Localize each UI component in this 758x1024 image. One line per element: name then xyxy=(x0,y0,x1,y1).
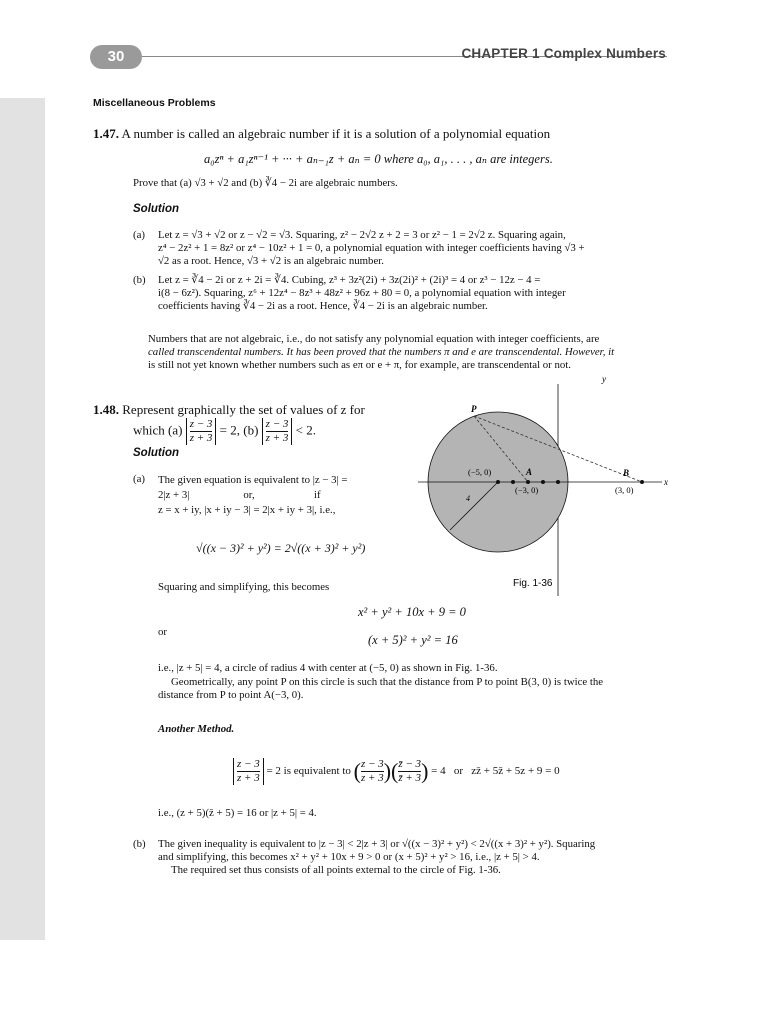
label-B-coord: (3, 0) xyxy=(615,485,634,495)
page-margin-band xyxy=(0,98,45,940)
problem-148-conditions xyxy=(133,418,316,445)
chapter-title: CHAPTER 1 Complex Numbers xyxy=(461,46,666,61)
part-a-text xyxy=(158,473,408,518)
text-line: coefficients having ∛4 − 2i as a root. Hence, ∛4 − 2i is an algebraic number. xyxy=(158,300,488,312)
text-line: Geometrically, any point P on this circle is such that the distance from P to point B(3, 0) is twice the xyxy=(171,676,604,688)
another-method-title: Another Method. xyxy=(158,723,235,735)
problem-statement: Represent graphically the set of values of z for xyxy=(122,402,365,417)
polynomial-equation: a₀zⁿ + a₁zⁿ⁻¹ + ··· + aₙ₋₁z + aₙ = 0 where a₀, a₁, . . . , aₙ are integers. xyxy=(204,152,553,166)
point-B xyxy=(640,480,644,484)
transcendental-note xyxy=(148,333,673,372)
circle-description: i.e., |z + 5| = 4, a circle of radius 4 with center at (−5, 0) as shown in Fig. 1-36. xyxy=(158,662,498,674)
text-line: i(8 − 6z²). Squaring, z⁶ + 12z⁴ − 8z³ + 48z² + 96z + 80 = 0, a polynomial equation with integer xyxy=(158,287,566,299)
condition-b: < 2. xyxy=(295,422,316,438)
abs-fraction xyxy=(233,758,264,785)
label-radius: 4 xyxy=(466,494,470,503)
problem-147 xyxy=(93,126,550,142)
frac-den: z + 3 xyxy=(237,772,260,784)
text-line: z = x + iy, |x + iy − 3| = 2|x + iy + 3|, i.e., xyxy=(158,504,336,516)
problem-number: 1.47. xyxy=(93,126,119,141)
text-line: Let z = √3 + √2 or z − √2 = √3. Squaring, z² − 2√2 z + 2 = 3 or z² − 1 = 2√2 z. Squaring again, xyxy=(158,229,566,241)
text-line: and simplifying, this becomes x² + y² + 10x + 9 > 0 or (x + 5)² + y² > 16, i.e., |z + 5| > 4. xyxy=(158,851,540,863)
condition-a: = 2, (b) xyxy=(219,422,259,438)
label-A: A xyxy=(526,467,533,477)
problem-148 xyxy=(93,402,365,418)
text-line: Numbers that are not algebraic, i.e., do not satisfy any polynomial equation with integer coefficients, are xyxy=(148,333,600,345)
text-line: The given inequality is equivalent to |z − 3| < 2|z + 3| or √((x − 3)² + y²) < 2√((x + 3)² + y²). Squaring xyxy=(158,838,596,850)
solution-label: Solution xyxy=(133,447,179,459)
fraction xyxy=(361,758,384,785)
fraction xyxy=(398,758,421,785)
frac-num: z − 3 xyxy=(237,758,260,770)
x-axis-label: x xyxy=(664,477,668,487)
paren-close: ) xyxy=(383,758,392,784)
figure-caption: Fig. 1-36 xyxy=(513,578,553,589)
frac-num: z − 3 xyxy=(265,418,289,430)
center-point xyxy=(496,480,500,484)
paren-open: ( xyxy=(353,758,361,784)
label-A-coord: (−3, 0) xyxy=(515,485,539,495)
frac-num: z − 3 xyxy=(360,758,384,770)
frac-den: z̄ + 3 xyxy=(398,772,422,784)
prove-statement: Prove that (a) √3 + √2 and (b) ∛4 − 2i are algebraic numbers. xyxy=(133,177,398,189)
label-B: B xyxy=(623,468,630,478)
axis-point xyxy=(511,480,515,484)
frac-num: z̄ − 3 xyxy=(398,758,422,770)
page-number-badge: 30 xyxy=(90,45,142,69)
text-line: √2 as a root. Hence, √3 + √2 is an algebraic number. xyxy=(158,255,384,267)
frac-den: z + 3 xyxy=(189,432,213,444)
equiv-text: = 2 is equivalent to xyxy=(266,765,351,778)
part-b-text xyxy=(158,274,670,313)
sqrt-equation: √((x − 3)² + y²) = 2√((x + 3)² + y²) xyxy=(196,541,366,555)
equation-2: (x + 5)² + y² = 16 xyxy=(368,633,458,647)
section-title: Miscellaneous Problems xyxy=(93,97,216,109)
text-line: is still not yet known whether numbers such as eπ or e + π, for example, are transcendental or not. xyxy=(148,359,571,371)
text-line: called transcendental numbers. It has been proved that the numbers π and e are transcendental. However, it xyxy=(148,346,615,358)
squaring-text: Squaring and simplifying, this becomes xyxy=(158,581,330,593)
frac-den: z + 3 xyxy=(360,772,384,784)
text-line: z⁴ − 2z² + 1 = 8z² or z⁴ − 10z² + 1 = 0, a polynomial equation with integer coefficients having √3 + xyxy=(158,242,585,254)
or-word: or xyxy=(158,626,167,638)
label-center-coord: (−5, 0) xyxy=(468,467,492,477)
part-a-text xyxy=(158,229,670,268)
part-b-label: (b) xyxy=(133,838,146,850)
part-a-label: (a) xyxy=(133,229,145,241)
text-line: Let z = ∛4 − 2i or z + 2i = ∛4. Cubing, z³ + 3z²(2i) + 3z(2i)² + (2i)³ = 4 or z³ − 12z − 4 = xyxy=(158,274,541,286)
frac-num: z − 3 xyxy=(189,418,213,430)
text-line: The given equation is equivalent to |z − 3| = xyxy=(158,474,348,486)
text-line: The required set thus consists of all points external to the circle of Fig. 1-36. xyxy=(171,864,501,876)
point-A xyxy=(526,480,530,484)
solution-label: Solution xyxy=(133,203,179,215)
geometric-interpretation xyxy=(158,676,673,702)
text-line: distance from P to point A(−3, 0). xyxy=(158,689,304,701)
part-b-text xyxy=(158,838,673,877)
rhs-text: = 4 or zz̄ + 5z̄ + 5z + 9 = 0 xyxy=(431,765,560,778)
another-method-equation xyxy=(233,758,560,785)
problem-number: 1.48. xyxy=(93,402,119,417)
part-a-label: (a) xyxy=(133,473,145,485)
origin-point xyxy=(556,480,560,484)
axis-point xyxy=(541,480,545,484)
equation-1: x² + y² + 10x + 9 = 0 xyxy=(358,605,466,619)
abs-fraction-b xyxy=(262,418,293,445)
label-P: P xyxy=(471,404,477,414)
paren-open: ( xyxy=(391,758,399,784)
figure-1-36 xyxy=(410,372,680,602)
another-method-result: i.e., (z + 5)(z̄ + 5) = 16 or |z + 5| = 4. xyxy=(158,807,317,819)
frac-den: z + 3 xyxy=(265,432,289,444)
paren-close: ) xyxy=(421,758,429,784)
abs-fraction-a xyxy=(186,418,217,445)
problem-statement: A number is called an algebraic number if it is a solution of a polynomial equation xyxy=(121,126,551,141)
y-axis-label: y xyxy=(602,374,606,384)
part-b-label: (b) xyxy=(133,274,146,286)
text-line: 2|z + 3| or, if xyxy=(158,489,321,501)
statement-part: which (a) xyxy=(133,422,183,438)
